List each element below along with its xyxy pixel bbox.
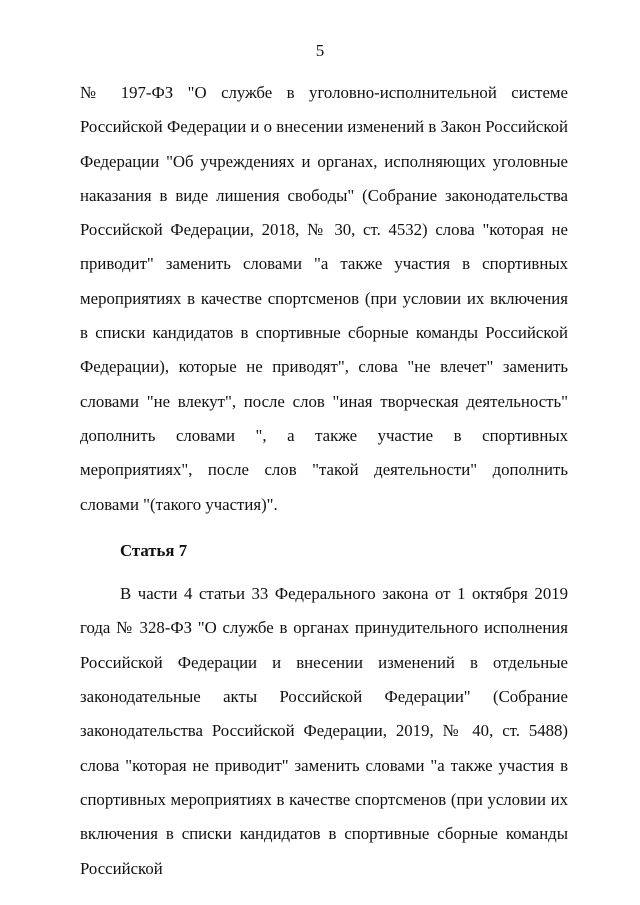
- article-heading: Статья 7: [120, 540, 188, 560]
- document-body: [80, 76, 568, 886]
- paragraph-continuation: № 197-ФЗ "О службе в уголовно-исполнительной системе Российской Федерации и о внесении изменений в Закон Российской Федерации "Об учреждениях и органах, исполняющих уголовные наказания в виде лишения свободы" (Собрание законодательства Российской Федерации, 2018, № 30, ст. 4532) слова "которая не приводит" заменить словами "а также участия в спортивных мероприятиях в качестве спортсменов (при условии их включения в списки кандидатов в спортивные сборные команды Российской Федерации), которые не приводят", слова "не влечет" заменить словами "не влекут", после слов "иная творческая деятельность" дополнить словами ", а также участие в спортивных мероприятиях", после слов "такой деятельности" дополнить словами "(такого участия)".: [80, 83, 568, 514]
- page-number: 5: [315, 41, 325, 60]
- paragraph-article-7: В части 4 статьи 33 Федерального закона от 1 октября 2019 года № 328-ФЗ "О службе в органах принудительного исполнения Российской Федерации и внесении изменений в отдельные законодательные акты Российской Федерации" (Собрание законодательства Российской Федерации, 2019, № 40, ст. 5488) слова "которая не приводит" заменить словами "а также участия в спортивных мероприятиях в качестве спортсменов (при условии их включения в списки кандидатов в спортивные сборные команды Российской: [80, 584, 568, 878]
